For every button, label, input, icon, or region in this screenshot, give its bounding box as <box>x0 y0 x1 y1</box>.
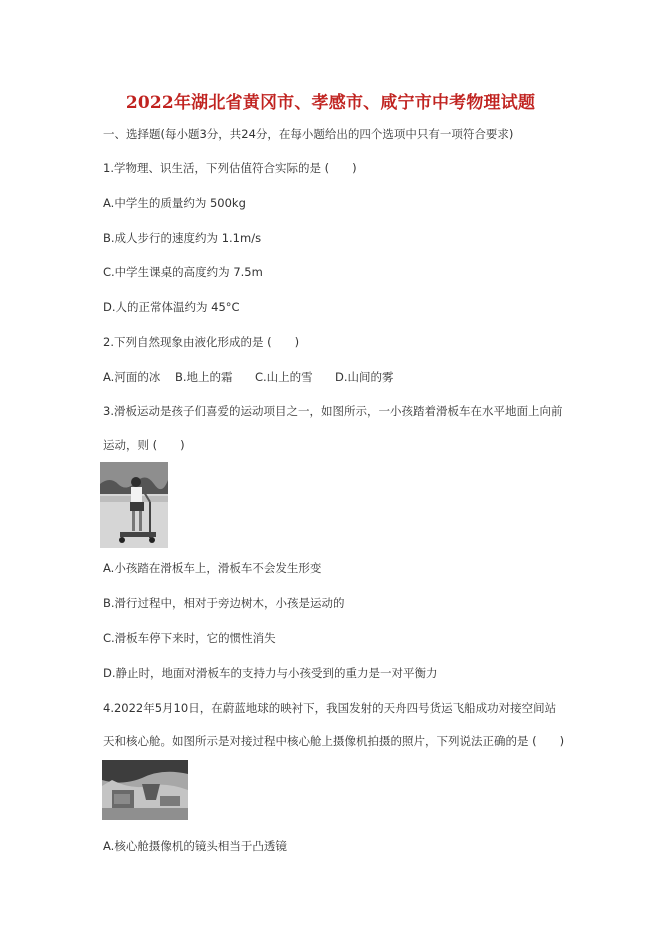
question-2-option-a: A.河面的冰 <box>103 370 161 384</box>
question-1-option-b: B.成人步行的速度约为 1.1m/s <box>103 231 262 245</box>
question-3-stem-line-1: 3.滑板运动是孩子们喜爱的运动项目之一，如图所示，一小孩踏着滑板车在水平地面上向前 <box>103 404 563 418</box>
skateboard-child-photo <box>100 462 168 548</box>
question-3-option-d: D.静止时，地面对滑板车的支持力与小孩受到的重力是一对平衡力 <box>103 666 438 680</box>
question-3-stem-line-2: 运动，则 ( ) <box>103 438 185 452</box>
question-2-option-b: B.地上的霜 <box>175 370 233 384</box>
question-4-stem-line-1: 4.2022年5月10日，在蔚蓝地球的映衬下，我国发射的天舟四号货运飞船成功对接空间站 <box>103 701 557 715</box>
question-1-option-c: C.中学生课桌的高度约为 7.5m <box>103 265 263 279</box>
question-2-option-d: D.山间的雾 <box>335 370 394 384</box>
question-4-stem-line-2: 天和核心舱。如图所示是对接过程中核心舱上摄像机拍摄的照片，下列说法正确的是 ( ) <box>103 734 565 748</box>
spacecraft-docking-photo <box>102 760 188 820</box>
question-1-option-d: D.人的正常体温约为 45°C <box>103 300 240 314</box>
question-3-option-b: B.滑行过程中，相对于旁边树木，小孩是运动的 <box>103 596 345 610</box>
question-1-option-a: A.中学生的质量约为 500kg <box>103 196 246 210</box>
question-3-option-a: A.小孩踏在滑板车上，滑板车不会发生形变 <box>103 561 322 575</box>
question-2-options <box>103 369 394 385</box>
question-4-option-a: A.核心舱摄像机的镜头相当于凸透镜 <box>103 839 287 853</box>
question-2-stem: 2.下列自然现象由液化形成的是 ( ) <box>103 335 300 349</box>
question-1-stem: 1.学物理、识生活，下列估值符合实际的是 ( ) <box>103 161 357 175</box>
page-title: 2022年湖北省黄冈市、孝感市、咸宁市中考物理试题 <box>125 93 536 113</box>
section-heading: 一、选择题(每小题3分，共24分，在每小题给出的四个选项中只有一项符合要求) <box>103 127 514 141</box>
question-2-option-c: C.山上的雪 <box>255 370 313 384</box>
question-3-option-c: C.滑板车停下来时，它的惯性消失 <box>103 631 276 645</box>
